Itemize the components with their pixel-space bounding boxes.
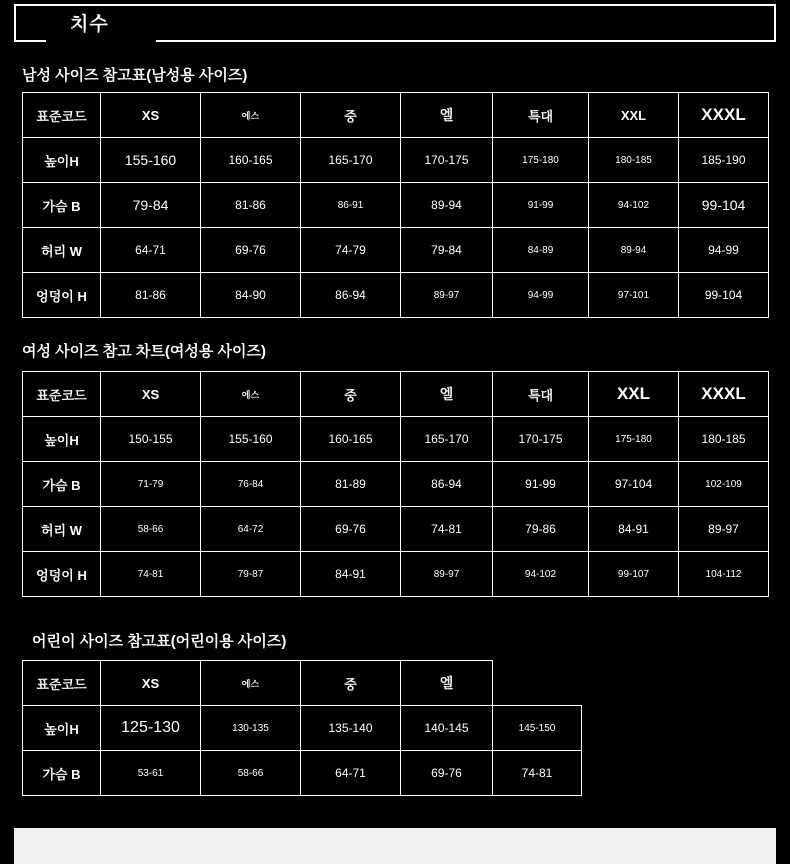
table-cell: 79-84 <box>101 183 201 228</box>
table-cell: 89-97 <box>679 507 769 552</box>
table-cell: 135-140 <box>301 706 401 751</box>
table-cell: 58-66 <box>201 751 301 796</box>
table-cell: 99-104 <box>679 273 769 318</box>
table-cell: 69-76 <box>301 507 401 552</box>
table-cell: 79-87 <box>201 552 301 597</box>
table-cell: 175-180 <box>493 138 589 183</box>
table-cell: 125-130 <box>101 706 201 751</box>
column-header: 에스 <box>201 93 301 138</box>
table-row <box>23 228 769 273</box>
table-row <box>23 183 769 228</box>
column-header: XS <box>101 372 201 417</box>
column-header: 표준코드 <box>23 372 101 417</box>
table-header-row <box>23 372 769 417</box>
table-cell: 89-94 <box>589 228 679 273</box>
bottom-bar <box>14 828 776 864</box>
column-header: XXXL <box>679 93 769 138</box>
table-row <box>23 706 582 751</box>
row-label: 허리 W <box>23 228 101 273</box>
table-cell: 175-180 <box>589 417 679 462</box>
row-label: 높이H <box>23 417 101 462</box>
table-cell: 97-104 <box>589 462 679 507</box>
table-cell: 94-102 <box>589 183 679 228</box>
section-title-women: 여성 사이즈 참고 차트(여성용 사이즈) <box>22 343 267 360</box>
column-header: 중 <box>301 661 401 706</box>
row-label: 가슴 B <box>23 751 101 796</box>
table-cell: 89-97 <box>401 273 493 318</box>
table-row <box>23 507 769 552</box>
table-cell: 150-155 <box>101 417 201 462</box>
table-cell: 97-101 <box>589 273 679 318</box>
table-cell: 84-89 <box>493 228 589 273</box>
table-cell: 91-99 <box>493 183 589 228</box>
table-cell: 64-71 <box>101 228 201 273</box>
column-header: 특대 <box>493 93 589 138</box>
table-cell: 99-104 <box>679 183 769 228</box>
column-header: XXL <box>589 93 679 138</box>
table-cell: 185-190 <box>679 138 769 183</box>
table-row <box>23 552 769 597</box>
column-header: 엘 <box>401 372 493 417</box>
table-cell: 71-79 <box>101 462 201 507</box>
column-header: XS <box>101 93 201 138</box>
table-row <box>23 138 769 183</box>
table-cell: 94-99 <box>679 228 769 273</box>
column-header: 엘 <box>401 93 493 138</box>
table-header-row <box>23 93 769 138</box>
table-cell: 180-185 <box>589 138 679 183</box>
row-label: 높이H <box>23 138 101 183</box>
table-cell: 140-145 <box>401 706 493 751</box>
table-cell: 74-79 <box>301 228 401 273</box>
table-row <box>23 751 582 796</box>
table-cell: 160-165 <box>301 417 401 462</box>
table-cell: 79-86 <box>493 507 589 552</box>
table-cell: 165-170 <box>301 138 401 183</box>
table-cell: 86-94 <box>401 462 493 507</box>
row-label: 높이H <box>23 706 101 751</box>
row-label: 가슴 B <box>23 462 101 507</box>
page-title: 치수 <box>70 14 109 35</box>
column-header: XXXL <box>679 372 769 417</box>
table-cell: 155-160 <box>101 138 201 183</box>
table-row <box>23 462 769 507</box>
table-cell: 74-81 <box>493 751 582 796</box>
table-cell: 81-86 <box>201 183 301 228</box>
table-cell: 69-76 <box>201 228 301 273</box>
column-header: 특대 <box>493 372 589 417</box>
table-cell: 155-160 <box>201 417 301 462</box>
column-header: 에스 <box>201 661 301 706</box>
table-cell: 64-72 <box>201 507 301 552</box>
table-cell: 84-91 <box>301 552 401 597</box>
table-cell: 81-89 <box>301 462 401 507</box>
table-cell: 94-102 <box>493 552 589 597</box>
page-header-box <box>14 4 776 42</box>
table-cell: 180-185 <box>679 417 769 462</box>
table-cell: 69-76 <box>401 751 493 796</box>
table-cell: 58-66 <box>101 507 201 552</box>
table-cell: 170-175 <box>401 138 493 183</box>
column-header: 표준코드 <box>23 93 101 138</box>
column-header: 표준코드 <box>23 661 101 706</box>
table-cell: 91-99 <box>493 462 589 507</box>
section-title-kids: 어린이 사이즈 참고표(어린이용 사이즈) <box>32 633 287 650</box>
table-cell: 160-165 <box>201 138 301 183</box>
row-label: 가슴 B <box>23 183 101 228</box>
table-cell: 94-99 <box>493 273 589 318</box>
table-cell: 170-175 <box>493 417 589 462</box>
table-cell: 74-81 <box>401 507 493 552</box>
table-row <box>23 273 769 318</box>
table-cell: 64-71 <box>301 751 401 796</box>
column-header: 중 <box>301 93 401 138</box>
table-cell: 84-90 <box>201 273 301 318</box>
row-label: 허리 W <box>23 507 101 552</box>
table-cell: 130-135 <box>201 706 301 751</box>
column-header: 중 <box>301 372 401 417</box>
column-header: 에스 <box>201 372 301 417</box>
column-header: XS <box>101 661 201 706</box>
column-header: 엘 <box>401 661 493 706</box>
table-cell: 84-91 <box>589 507 679 552</box>
kids-size-table <box>22 660 582 796</box>
table-cell: 86-94 <box>301 273 401 318</box>
table-cell: 89-97 <box>401 552 493 597</box>
table-row <box>23 417 769 462</box>
row-label: 엉덩이 H <box>23 273 101 318</box>
table-cell: 74-81 <box>101 552 201 597</box>
table-cell: 79-84 <box>401 228 493 273</box>
table-cell: 99-107 <box>589 552 679 597</box>
table-cell: 145-150 <box>493 706 582 751</box>
table-header-row <box>23 661 582 706</box>
row-label: 엉덩이 H <box>23 552 101 597</box>
header-decoration <box>46 36 156 50</box>
men-size-table <box>22 92 769 318</box>
table-cell: 53-61 <box>101 751 201 796</box>
table-cell: 76-84 <box>201 462 301 507</box>
table-cell: 102-109 <box>679 462 769 507</box>
column-header: XXL <box>589 372 679 417</box>
table-cell: 104-112 <box>679 552 769 597</box>
section-title-men: 남성 사이즈 참고표(남성용 사이즈) <box>22 67 248 84</box>
table-cell: 86-91 <box>301 183 401 228</box>
table-cell: 81-86 <box>101 273 201 318</box>
women-size-table <box>22 371 769 597</box>
table-cell: 165-170 <box>401 417 493 462</box>
table-cell: 89-94 <box>401 183 493 228</box>
